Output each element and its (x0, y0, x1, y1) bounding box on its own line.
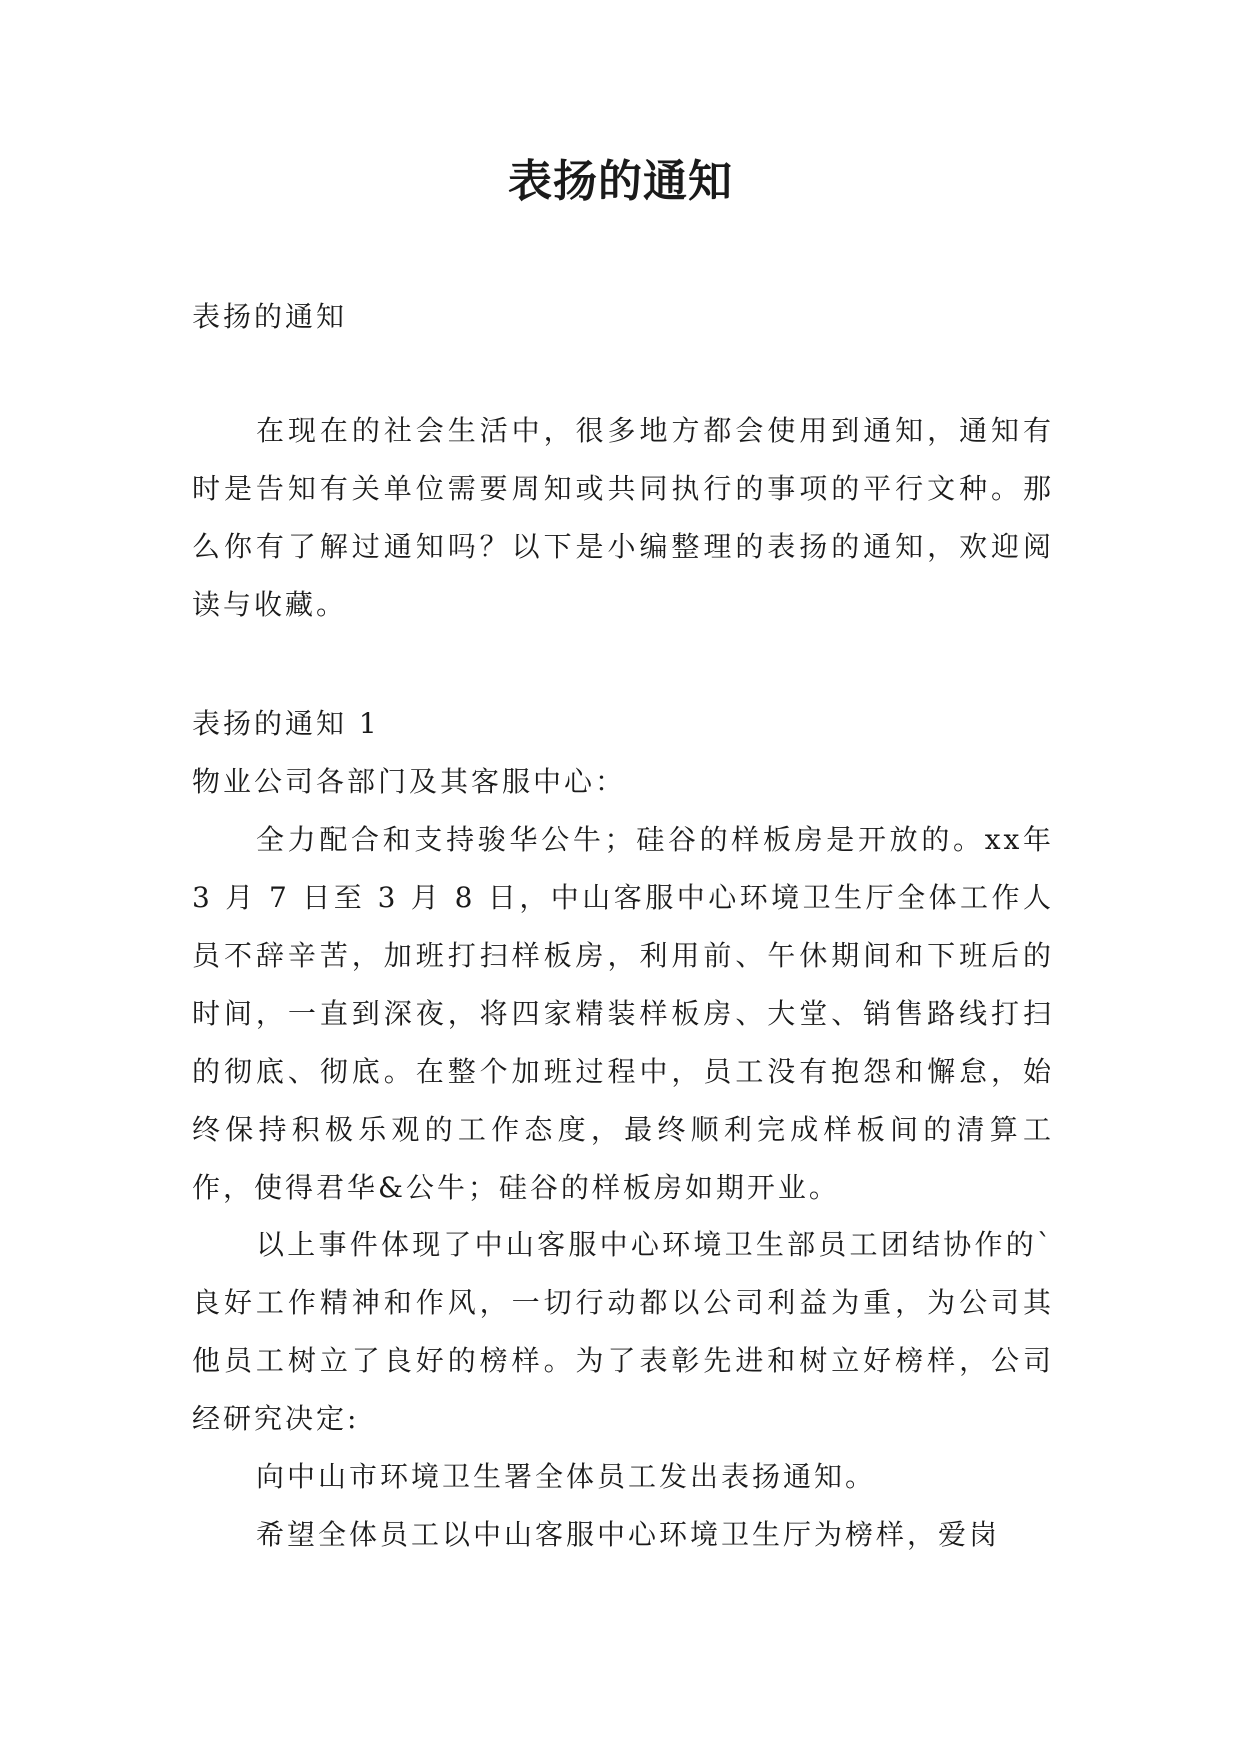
body-paragraph: 希望全体员工以中山客服中心环境卫生厅为榜样，爱岗 (256, 1518, 1001, 1551)
section-heading: 表扬的通知 1 (192, 707, 380, 740)
intro-paragraph: 在现在的社会生活中，很多地方都会使用到通知，通知有时是告知有关单位需要周知或共同执行的事项的平行文种。那么你有了解过通知吗？以下是小编整理的表扬的通知，欢迎阅读与收藏。 (192, 414, 1054, 621)
body-paragraph: 向中山市环境卫生署全体员工发出表扬通知。 (256, 1460, 877, 1493)
document-subtitle: 表扬的通知 (192, 300, 348, 333)
body-paragraph: 以上事件体现了中山客服中心环境卫生部员工团结协作的`良好工作精神和作风，一切行动都以公司利益为重，为公司其他员工树立了良好的榜样。为了表彰先进和树立好榜样，公司经研究决定: (192, 1228, 1054, 1435)
body-paragraph: 全力配合和支持骏华公牛；硅谷的样板房是开放的。xx年 3 月 7 日至 3 月 8 日，中山客服中心环境卫生厅全体工作人员不辞辛苦，加班打扫样板房，利用前、午休期间和下班后的时间，一直到深夜，将四家精装样板房、大堂、销售路线打扫的彻底、彻底。在整个加班过程中，员工没有抱怨和懈怠，始终保持积极乐观的工作态度，最终顺利完成样板间的清算工作，使得君华&公牛；硅谷的样板房如期开业。 (192, 823, 1054, 1204)
salutation: 物业公司各部门及其客服中心： (192, 765, 627, 798)
document-title: 表扬的通知 (508, 156, 733, 207)
